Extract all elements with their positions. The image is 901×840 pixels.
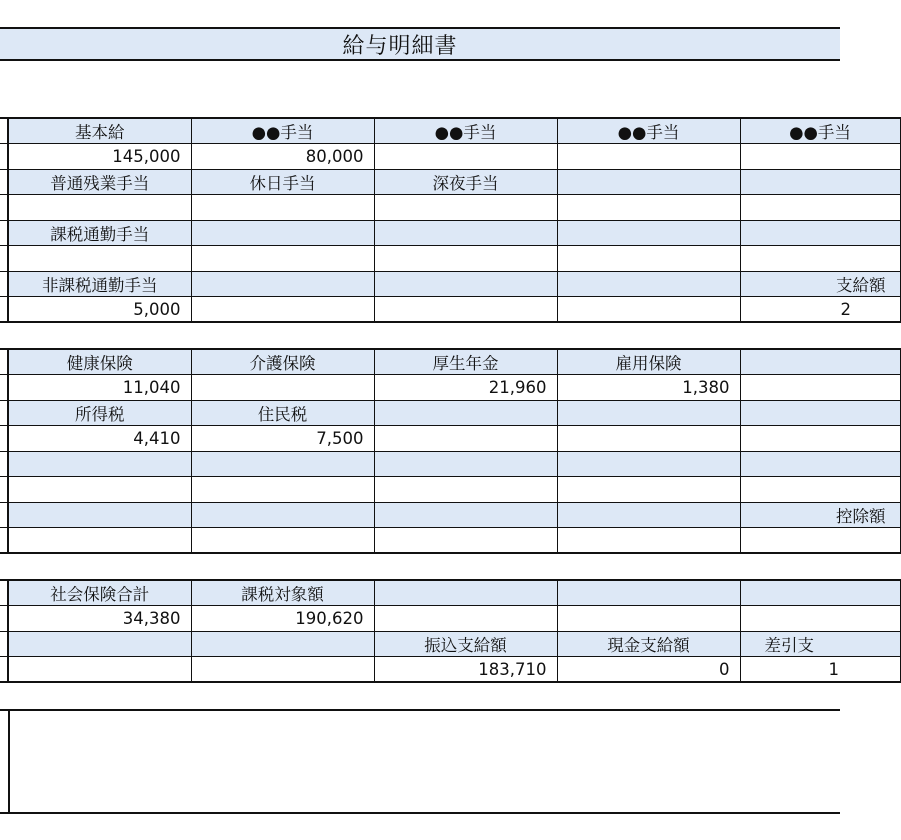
totals-value-row-1 xyxy=(0,606,900,632)
title-bar xyxy=(0,27,840,61)
header-cell xyxy=(191,220,374,246)
header-cell xyxy=(191,451,374,477)
header-cell xyxy=(374,580,557,606)
value-cell[interactable] xyxy=(191,657,374,683)
header-cell xyxy=(557,220,740,246)
value-cell[interactable] xyxy=(740,606,900,632)
value-cell[interactable] xyxy=(740,246,900,272)
value-cell[interactable] xyxy=(191,477,374,503)
totals-header-row-2 xyxy=(0,631,900,657)
value-cell[interactable] xyxy=(557,477,740,503)
value-cell[interactable] xyxy=(8,528,191,554)
net-pay-label: 差引支 xyxy=(740,631,900,657)
header-cell: 現金支給額 xyxy=(557,631,740,657)
value-cell[interactable]: 4,410 xyxy=(8,426,191,452)
value-cell[interactable]: 21,960 xyxy=(374,375,557,401)
value-cell[interactable]: 190,620 xyxy=(191,606,374,632)
totals-table xyxy=(0,579,901,683)
header-cell xyxy=(374,220,557,246)
header-cell xyxy=(740,220,900,246)
header-cell xyxy=(191,631,374,657)
payment-total-label: 支給額 xyxy=(740,271,900,297)
document-title: 給与明細書 xyxy=(342,33,458,59)
value-cell[interactable] xyxy=(740,375,900,401)
deductions-value-row-2 xyxy=(0,426,900,452)
value-cell[interactable] xyxy=(191,195,374,221)
value-cell[interactable]: 11,040 xyxy=(8,375,191,401)
header-cell: ●●手当 xyxy=(740,118,900,144)
value-cell[interactable]: 183,710 xyxy=(374,657,557,683)
header-cell: 深夜手当 xyxy=(374,169,557,195)
payments-header-row-3 xyxy=(0,220,900,246)
header-cell: 振込支給額 xyxy=(374,631,557,657)
header-cell xyxy=(557,580,740,606)
value-cell[interactable] xyxy=(740,195,900,221)
header-cell: ●●手当 xyxy=(374,118,557,144)
value-cell[interactable] xyxy=(557,297,740,323)
totals-header-row-1 xyxy=(0,580,900,606)
value-cell[interactable] xyxy=(374,477,557,503)
value-cell[interactable] xyxy=(557,606,740,632)
value-cell[interactable] xyxy=(557,528,740,554)
header-cell xyxy=(374,400,557,426)
value-cell[interactable] xyxy=(557,246,740,272)
header-cell xyxy=(374,451,557,477)
payment-total-value[interactable]: 2 xyxy=(740,297,900,323)
value-cell[interactable] xyxy=(8,477,191,503)
deductions-header-row-1 xyxy=(0,349,900,375)
value-cell[interactable]: 145,000 xyxy=(8,144,191,170)
payments-value-row-3 xyxy=(0,246,900,272)
header-cell: ●●手当 xyxy=(191,118,374,144)
header-cell xyxy=(374,271,557,297)
header-cell xyxy=(740,349,900,375)
header-cell: 普通残業手当 xyxy=(8,169,191,195)
value-cell[interactable] xyxy=(557,144,740,170)
payments-value-row-2 xyxy=(0,195,900,221)
value-cell[interactable] xyxy=(191,297,374,323)
header-cell xyxy=(557,400,740,426)
header-cell: 基本給 xyxy=(8,118,191,144)
deduction-total-value[interactable] xyxy=(740,528,900,554)
value-cell[interactable] xyxy=(8,246,191,272)
payments-table xyxy=(0,117,901,323)
header-cell xyxy=(740,451,900,477)
header-cell xyxy=(8,502,191,528)
header-cell: 厚生年金 xyxy=(374,349,557,375)
header-cell: 健康保険 xyxy=(8,349,191,375)
value-cell[interactable] xyxy=(740,477,900,503)
header-cell xyxy=(8,631,191,657)
payments-header-row-1 xyxy=(0,118,900,144)
value-cell[interactable] xyxy=(374,426,557,452)
notes-divider xyxy=(8,711,10,812)
header-cell: 課税対象額 xyxy=(191,580,374,606)
header-cell xyxy=(557,169,740,195)
header-cell xyxy=(191,502,374,528)
value-cell[interactable] xyxy=(740,426,900,452)
header-cell xyxy=(557,502,740,528)
header-cell xyxy=(740,400,900,426)
value-cell[interactable]: 34,380 xyxy=(8,606,191,632)
value-cell[interactable] xyxy=(374,606,557,632)
value-cell[interactable] xyxy=(191,375,374,401)
value-cell[interactable] xyxy=(557,426,740,452)
header-cell xyxy=(191,271,374,297)
payments-value-row-1 xyxy=(0,144,900,170)
header-cell: 非課税通勤手当 xyxy=(8,271,191,297)
deductions-header-row-4 xyxy=(0,502,900,528)
header-cell: 介護保険 xyxy=(191,349,374,375)
value-cell[interactable] xyxy=(374,144,557,170)
value-cell[interactable]: 7,500 xyxy=(191,426,374,452)
header-cell: ●●手当 xyxy=(557,118,740,144)
value-cell[interactable]: 0 xyxy=(557,657,740,683)
payments-value-row-4 xyxy=(0,297,900,323)
header-cell: 課税通勤手当 xyxy=(8,220,191,246)
value-cell[interactable]: 1,380 xyxy=(557,375,740,401)
deductions-value-row-1 xyxy=(0,375,900,401)
deduction-total-label: 控除額 xyxy=(740,502,900,528)
header-cell: 住民税 xyxy=(191,400,374,426)
value-cell[interactable] xyxy=(8,657,191,683)
header-cell xyxy=(740,169,900,195)
value-cell[interactable] xyxy=(374,297,557,323)
net-pay-value[interactable]: 1 xyxy=(740,657,900,683)
deductions-value-row-4 xyxy=(0,528,900,554)
value-cell[interactable] xyxy=(374,528,557,554)
value-cell[interactable] xyxy=(374,246,557,272)
value-cell[interactable] xyxy=(8,195,191,221)
payments-header-row-2 xyxy=(0,169,900,195)
header-cell xyxy=(8,451,191,477)
value-cell[interactable] xyxy=(191,528,374,554)
deductions-value-row-3 xyxy=(0,477,900,503)
value-cell[interactable] xyxy=(740,144,900,170)
header-cell xyxy=(740,580,900,606)
deductions-header-row-2 xyxy=(0,400,900,426)
payments-header-row-4 xyxy=(0,271,900,297)
header-cell: 所得税 xyxy=(8,400,191,426)
header-cell: 雇用保険 xyxy=(557,349,740,375)
header-cell: 休日手当 xyxy=(191,169,374,195)
value-cell[interactable] xyxy=(557,195,740,221)
value-cell[interactable]: 5,000 xyxy=(8,297,191,323)
header-cell xyxy=(557,451,740,477)
value-cell[interactable] xyxy=(374,195,557,221)
header-cell xyxy=(557,271,740,297)
header-cell xyxy=(374,502,557,528)
deductions-table xyxy=(0,348,901,554)
value-cell[interactable]: 80,000 xyxy=(191,144,374,170)
totals-value-row-2 xyxy=(0,657,900,683)
value-cell[interactable] xyxy=(191,246,374,272)
notes-box[interactable] xyxy=(0,709,840,814)
deductions-header-row-3 xyxy=(0,451,900,477)
header-cell: 社会保険合計 xyxy=(8,580,191,606)
